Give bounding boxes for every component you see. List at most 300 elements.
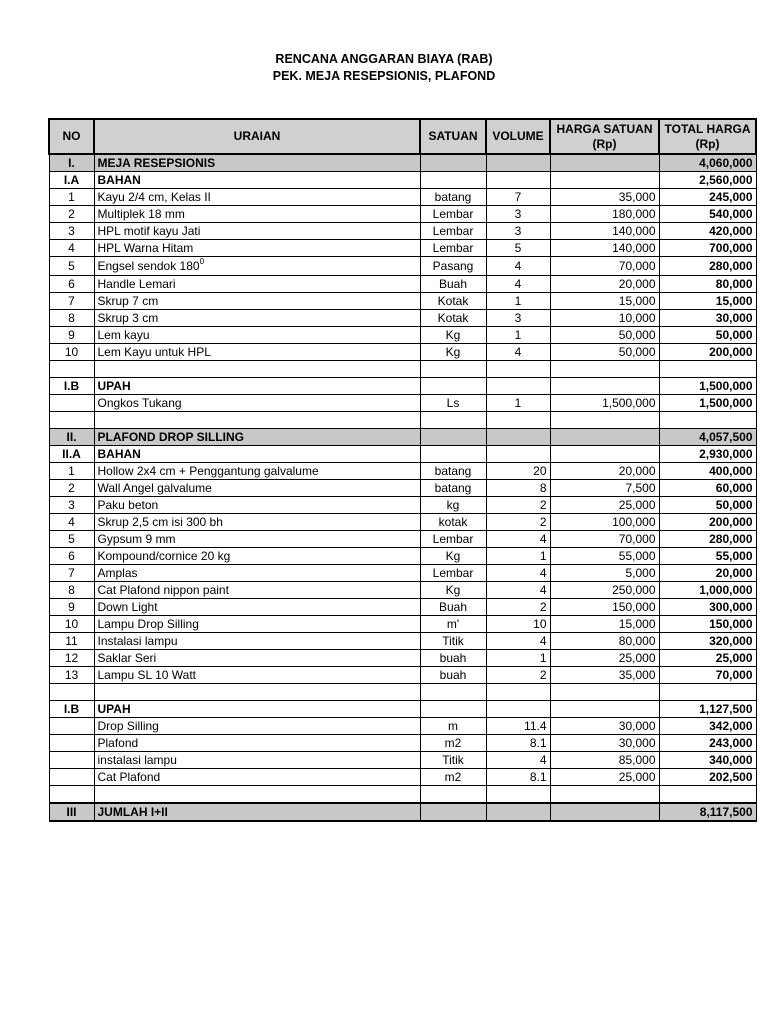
cell-total-harga xyxy=(659,223,756,240)
cell-total-harga xyxy=(659,616,756,633)
table-body xyxy=(49,154,756,821)
cell-volume xyxy=(486,310,550,327)
cell-volume-text: 4 xyxy=(514,344,522,359)
cell-volume-text: 8.1 xyxy=(529,769,547,784)
cell-harga-satuan xyxy=(550,497,659,514)
cell-harga-satuan xyxy=(550,633,659,650)
cell-total-harga-text: 25,000 xyxy=(715,650,753,665)
cell-total-harga-text: 60,000 xyxy=(715,480,753,495)
cell-total-harga xyxy=(659,667,756,684)
cell-total-harga xyxy=(659,154,756,172)
cell-harga-satuan-text: 25,000 xyxy=(618,650,656,665)
cell-total-harga xyxy=(659,633,756,650)
cell-total-harga-text: 2,560,000 xyxy=(699,172,753,187)
table-row xyxy=(49,548,756,565)
cell-uraian-text: JUMLAH I+II xyxy=(97,804,168,819)
cell-satuan-text: Buah xyxy=(438,276,468,291)
cell-no-text: 13 xyxy=(64,667,79,682)
cell-uraian-text: Skrup 2,5 cm isi 300 bh xyxy=(97,514,223,529)
cell-satuan-text: m2 xyxy=(444,735,462,750)
cell-no xyxy=(49,548,94,565)
table-row xyxy=(49,361,756,378)
header-no: NO xyxy=(49,119,94,154)
cell-volume xyxy=(486,480,550,497)
cell-uraian-text: Hollow 2x4 cm + Penggantung galvalume xyxy=(97,463,319,478)
cell-harga-satuan-text: 70,000 xyxy=(618,258,656,273)
cell-volume-text: 5 xyxy=(514,240,522,255)
cell-uraian xyxy=(94,395,420,412)
cell-harga-satuan-text: 55,000 xyxy=(618,548,656,563)
cell-volume xyxy=(486,361,550,378)
cell-harga-satuan xyxy=(550,650,659,667)
cell-no xyxy=(49,327,94,344)
cell-satuan xyxy=(420,531,486,548)
cell-satuan-text: Kotak xyxy=(437,293,469,308)
cell-no xyxy=(49,565,94,582)
cell-harga-satuan xyxy=(550,718,659,735)
cell-harga-satuan xyxy=(550,154,659,172)
cell-volume xyxy=(486,769,550,786)
cell-total-harga xyxy=(659,293,756,310)
cell-no-text: 2 xyxy=(68,480,75,495)
cell-uraian xyxy=(94,633,420,650)
cell-no xyxy=(49,429,94,446)
cell-harga-satuan xyxy=(550,548,659,565)
cell-uraian-text: Paku beton xyxy=(97,497,159,512)
cell-volume xyxy=(486,463,550,480)
cell-volume xyxy=(486,735,550,752)
cell-satuan xyxy=(420,154,486,172)
cell-uraian xyxy=(94,344,420,361)
cell-total-harga-text: 2,930,000 xyxy=(699,446,753,461)
cell-no xyxy=(49,684,94,701)
cell-harga-satuan-text: 25,000 xyxy=(618,769,656,784)
cell-satuan xyxy=(420,565,486,582)
cell-no xyxy=(49,786,94,804)
cell-total-harga xyxy=(659,548,756,565)
cell-uraian-text: Engsel sendok 180 xyxy=(97,258,200,273)
cell-total-harga xyxy=(659,514,756,531)
table-row xyxy=(49,446,756,463)
cell-total-harga xyxy=(659,786,756,804)
cell-total-harga-text: 1,500,000 xyxy=(699,378,753,393)
cell-no xyxy=(49,531,94,548)
cell-harga-satuan xyxy=(550,240,659,257)
cell-harga-satuan xyxy=(550,514,659,531)
cell-no xyxy=(49,276,94,293)
cell-total-harga-text: 420,000 xyxy=(709,223,753,238)
cell-uraian-text: Skrup 3 cm xyxy=(97,310,159,325)
cell-harga-satuan xyxy=(550,361,659,378)
cell-total-harga xyxy=(659,565,756,582)
cell-no xyxy=(49,752,94,769)
cell-total-harga-text: 340,000 xyxy=(709,752,753,767)
cell-volume xyxy=(486,429,550,446)
cell-volume xyxy=(486,327,550,344)
cell-total-harga-text: 4,057,500 xyxy=(699,429,753,444)
cell-volume-text: 3 xyxy=(514,310,522,325)
header-harga-satuan-line2: (Rp) xyxy=(592,136,617,151)
cell-uraian-text: Cat Plafond nippon paint xyxy=(97,582,229,597)
cell-harga-satuan xyxy=(550,276,659,293)
cell-total-harga-text: 1,000,000 xyxy=(699,582,753,597)
table-row xyxy=(49,565,756,582)
cell-no xyxy=(49,463,94,480)
cell-volume-text: 1 xyxy=(539,650,547,665)
cell-total-harga-text: 342,000 xyxy=(709,718,753,733)
cell-uraian-text: Saklar Seri xyxy=(97,650,157,665)
cell-harga-satuan xyxy=(550,667,659,684)
cell-total-harga xyxy=(659,276,756,293)
cell-no xyxy=(49,514,94,531)
table-row xyxy=(49,633,756,650)
cell-harga-satuan xyxy=(550,752,659,769)
cell-harga-satuan-text: 10,000 xyxy=(618,310,656,325)
cell-harga-satuan-text: 20,000 xyxy=(618,463,656,478)
cell-uraian-text: Instalasi lampu xyxy=(97,633,178,648)
table-row xyxy=(49,395,756,412)
cell-uraian-text: Lampu Drop Silling xyxy=(97,616,199,631)
cell-no-text: 9 xyxy=(68,599,75,614)
cell-satuan xyxy=(420,582,486,599)
cell-volume xyxy=(486,446,550,463)
cell-total-harga xyxy=(659,327,756,344)
cell-uraian-text: Multiplek 18 mm xyxy=(97,206,185,221)
cell-volume-text: 4 xyxy=(539,565,547,580)
table-row xyxy=(49,497,756,514)
cell-volume xyxy=(486,803,550,821)
cell-uraian xyxy=(94,616,420,633)
cell-satuan xyxy=(420,412,486,429)
table-row xyxy=(49,752,756,769)
cell-total-harga xyxy=(659,718,756,735)
table-row xyxy=(49,735,756,752)
cell-uraian xyxy=(94,735,420,752)
cell-total-harga xyxy=(659,497,756,514)
cell-no-text: 8 xyxy=(68,582,75,597)
cell-harga-satuan-text: 85,000 xyxy=(618,752,656,767)
cell-total-harga-text: 540,000 xyxy=(709,206,753,221)
cell-no-text: II. xyxy=(66,429,77,444)
cell-total-harga xyxy=(659,735,756,752)
cell-uraian xyxy=(94,531,420,548)
cell-satuan xyxy=(420,240,486,257)
cell-no xyxy=(49,412,94,429)
cell-uraian-text: Cat Plafond xyxy=(97,769,161,784)
cell-uraian xyxy=(94,786,420,804)
cell-harga-satuan xyxy=(550,599,659,616)
cell-volume xyxy=(486,616,550,633)
cell-total-harga xyxy=(659,463,756,480)
cell-volume-text: 1 xyxy=(514,293,522,308)
cell-no xyxy=(49,650,94,667)
cell-total-harga xyxy=(659,752,756,769)
table-row xyxy=(49,154,756,172)
cell-harga-satuan-text: 70,000 xyxy=(618,531,656,546)
cell-harga-satuan xyxy=(550,327,659,344)
cell-uraian xyxy=(94,548,420,565)
cell-satuan-text: kotak xyxy=(438,514,468,529)
cell-satuan xyxy=(420,667,486,684)
cell-uraian xyxy=(94,463,420,480)
cell-harga-satuan-text: 50,000 xyxy=(618,344,656,359)
table-row xyxy=(49,206,756,223)
cell-no xyxy=(49,223,94,240)
table-row xyxy=(49,701,756,718)
cell-total-harga xyxy=(659,599,756,616)
cell-no-text: 3 xyxy=(68,223,75,238)
cell-volume xyxy=(486,257,550,276)
cell-no-text: II.A xyxy=(62,446,81,461)
cell-satuan-text: Kg xyxy=(445,327,461,342)
cell-total-harga-text: 50,000 xyxy=(715,497,753,512)
cell-harga-satuan xyxy=(550,172,659,189)
cell-uraian-text: Gypsum 9 mm xyxy=(97,531,176,546)
cell-total-harga xyxy=(659,769,756,786)
cell-no xyxy=(49,257,94,276)
cell-total-harga-text: 200,000 xyxy=(709,514,753,529)
cell-satuan xyxy=(420,514,486,531)
cell-volume xyxy=(486,206,550,223)
cell-satuan xyxy=(420,616,486,633)
cell-volume-text: 7 xyxy=(514,189,522,204)
cell-total-harga-text: 30,000 xyxy=(715,310,753,325)
cell-uraian-text: Plafond xyxy=(97,735,139,750)
cell-no xyxy=(49,701,94,718)
cell-no-text: 7 xyxy=(68,293,75,308)
cell-total-harga-text: 20,000 xyxy=(715,565,753,580)
cell-uraian xyxy=(94,154,420,172)
cell-harga-satuan-text: 1,500,000 xyxy=(602,395,656,410)
cell-harga-satuan xyxy=(550,310,659,327)
cell-harga-satuan xyxy=(550,786,659,804)
cell-satuan xyxy=(420,497,486,514)
cell-no-text: I.A xyxy=(63,172,80,187)
cell-satuan xyxy=(420,718,486,735)
cell-harga-satuan-text: 140,000 xyxy=(612,223,656,238)
table-header-row xyxy=(49,119,756,154)
cell-uraian xyxy=(94,582,420,599)
cell-volume-text: 3 xyxy=(514,206,522,221)
cell-uraian xyxy=(94,310,420,327)
cell-total-harga xyxy=(659,395,756,412)
cell-no-text: 9 xyxy=(68,327,75,342)
cell-harga-satuan-text: 35,000 xyxy=(618,667,656,682)
cell-total-harga xyxy=(659,684,756,701)
cell-total-harga-text: 4,060,000 xyxy=(699,155,753,170)
cell-volume xyxy=(486,599,550,616)
cell-volume xyxy=(486,240,550,257)
cell-total-harga xyxy=(659,206,756,223)
cell-total-harga xyxy=(659,172,756,189)
cell-no xyxy=(49,293,94,310)
cell-satuan-text: m xyxy=(448,718,458,733)
cell-volume xyxy=(486,276,550,293)
cell-satuan-text: Lembar xyxy=(432,565,474,580)
table-row xyxy=(49,514,756,531)
cell-harga-satuan xyxy=(550,257,659,276)
cell-no xyxy=(49,803,94,821)
cell-uraian xyxy=(94,565,420,582)
header-volume: VOLUME xyxy=(486,119,550,154)
cell-no xyxy=(49,189,94,206)
cell-total-harga-text: 280,000 xyxy=(709,531,753,546)
cell-uraian-text: instalasi lampu xyxy=(97,752,177,767)
cell-uraian xyxy=(94,718,420,735)
degree-superscript: 0 xyxy=(199,256,205,266)
cell-harga-satuan xyxy=(550,769,659,786)
cell-total-harga xyxy=(659,582,756,599)
cell-no-text: 5 xyxy=(68,258,75,273)
cell-satuan xyxy=(420,548,486,565)
cell-satuan xyxy=(420,223,486,240)
table-row xyxy=(49,650,756,667)
cell-no-text: 4 xyxy=(68,514,75,529)
cell-volume xyxy=(486,667,550,684)
cell-uraian-text: Lem kayu xyxy=(97,327,150,342)
cell-satuan xyxy=(420,310,486,327)
cell-uraian xyxy=(94,206,420,223)
cell-total-harga-text: 202,500 xyxy=(709,769,753,784)
cell-harga-satuan-text: 30,000 xyxy=(618,718,656,733)
header-total-harga-line1: TOTAL HARGA xyxy=(664,121,751,136)
cell-uraian-text: Lampu SL 10 Watt xyxy=(97,667,196,682)
cell-no xyxy=(49,310,94,327)
cell-total-harga-text: 1,127,500 xyxy=(699,701,753,716)
cell-uraian xyxy=(94,446,420,463)
cell-satuan-text: Lembar xyxy=(432,223,474,238)
cell-uraian-text: UPAH xyxy=(97,378,131,393)
cell-no-text: 1 xyxy=(68,463,75,478)
cell-no xyxy=(49,480,94,497)
cell-no xyxy=(49,599,94,616)
cell-uraian-text: Drop Silling xyxy=(97,718,159,733)
cell-uraian xyxy=(94,684,420,701)
cell-satuan-text: Lembar xyxy=(432,531,474,546)
cell-volume-text: 1 xyxy=(514,327,522,342)
cell-no xyxy=(49,667,94,684)
cell-uraian xyxy=(94,514,420,531)
cell-volume xyxy=(486,514,550,531)
cell-satuan xyxy=(420,701,486,718)
cell-total-harga xyxy=(659,344,756,361)
cell-satuan xyxy=(420,276,486,293)
cell-no xyxy=(49,361,94,378)
cell-satuan-text: Kg xyxy=(445,548,461,563)
cell-uraian xyxy=(94,667,420,684)
cell-volume xyxy=(486,548,550,565)
table-row xyxy=(49,769,756,786)
cell-harga-satuan-text: 20,000 xyxy=(618,276,656,291)
cell-harga-satuan xyxy=(550,223,659,240)
cell-total-harga xyxy=(659,531,756,548)
table-row xyxy=(49,599,756,616)
cell-harga-satuan-text: 15,000 xyxy=(618,293,656,308)
cell-harga-satuan-text: 250,000 xyxy=(612,582,656,597)
cell-no-text: I. xyxy=(68,155,75,170)
cell-harga-satuan xyxy=(550,480,659,497)
cell-total-harga-text: 150,000 xyxy=(709,616,753,631)
cell-satuan xyxy=(420,206,486,223)
cell-uraian xyxy=(94,803,420,821)
cell-satuan xyxy=(420,378,486,395)
cell-satuan xyxy=(420,599,486,616)
cell-volume-text: 2 xyxy=(539,497,547,512)
cell-total-harga xyxy=(659,650,756,667)
cell-total-harga xyxy=(659,480,756,497)
cell-volume-text: 20 xyxy=(533,463,547,478)
table-row xyxy=(49,293,756,310)
cell-volume xyxy=(486,701,550,718)
cell-total-harga xyxy=(659,257,756,276)
cell-total-harga-text: 1,500,000 xyxy=(699,395,753,410)
cell-harga-satuan-text: 5,000 xyxy=(625,565,656,580)
cell-satuan xyxy=(420,327,486,344)
cell-satuan-text: Titik xyxy=(442,633,464,648)
header-total-harga-line2: (Rp) xyxy=(695,136,720,151)
cell-uraian-text: PLAFOND DROP SILLING xyxy=(97,429,244,444)
cell-satuan-text: Ls xyxy=(446,395,460,410)
cell-harga-satuan-text: 35,000 xyxy=(618,189,656,204)
cell-total-harga-text: 400,000 xyxy=(709,463,753,478)
cell-no-text: 3 xyxy=(68,497,75,512)
cell-total-harga xyxy=(659,803,756,821)
cell-volume-text: 4 xyxy=(539,752,547,767)
cell-volume-text: 3 xyxy=(514,223,522,238)
cell-harga-satuan-text: 30,000 xyxy=(618,735,656,750)
cell-satuan-text: Titik xyxy=(442,752,464,767)
table-row xyxy=(49,223,756,240)
cell-satuan-text: batang xyxy=(434,480,472,495)
cell-uraian-text: Amplas xyxy=(97,565,138,580)
cell-no xyxy=(49,769,94,786)
header-uraian: URAIAN xyxy=(94,119,420,154)
cell-satuan-text: Lembar xyxy=(432,206,474,221)
cell-total-harga xyxy=(659,378,756,395)
cell-uraian xyxy=(94,752,420,769)
cell-no xyxy=(49,206,94,223)
table-row xyxy=(49,582,756,599)
cell-total-harga-text: 70,000 xyxy=(715,667,753,682)
cell-harga-satuan xyxy=(550,395,659,412)
cell-no xyxy=(49,718,94,735)
table-row xyxy=(49,803,756,821)
cell-uraian xyxy=(94,327,420,344)
cell-no-text: 5 xyxy=(68,531,75,546)
table-row xyxy=(49,412,756,429)
cell-harga-satuan-text: 50,000 xyxy=(618,327,656,342)
cell-no xyxy=(49,735,94,752)
cell-uraian-text: HPL motif kayu Jati xyxy=(97,223,201,238)
cell-satuan-text: Kg xyxy=(445,344,461,359)
cell-total-harga xyxy=(659,429,756,446)
cell-uraian xyxy=(94,650,420,667)
cell-total-harga-text: 80,000 xyxy=(715,276,753,291)
cell-harga-satuan xyxy=(550,565,659,582)
cell-volume-text: 2 xyxy=(539,667,547,682)
header-satuan: SATUAN xyxy=(420,119,486,154)
cell-harga-satuan xyxy=(550,206,659,223)
cell-harga-satuan xyxy=(550,701,659,718)
cell-satuan-text: batang xyxy=(434,189,472,204)
cell-volume-text: 8.1 xyxy=(529,735,547,750)
cell-no xyxy=(49,633,94,650)
cell-uraian-text: BAHAN xyxy=(97,446,141,461)
cell-uraian xyxy=(94,378,420,395)
header-harga-satuan-line1: HARGA SATUAN xyxy=(556,121,653,136)
cell-volume-text: 4 xyxy=(539,582,547,597)
cell-harga-satuan-text: 180,000 xyxy=(612,206,656,221)
